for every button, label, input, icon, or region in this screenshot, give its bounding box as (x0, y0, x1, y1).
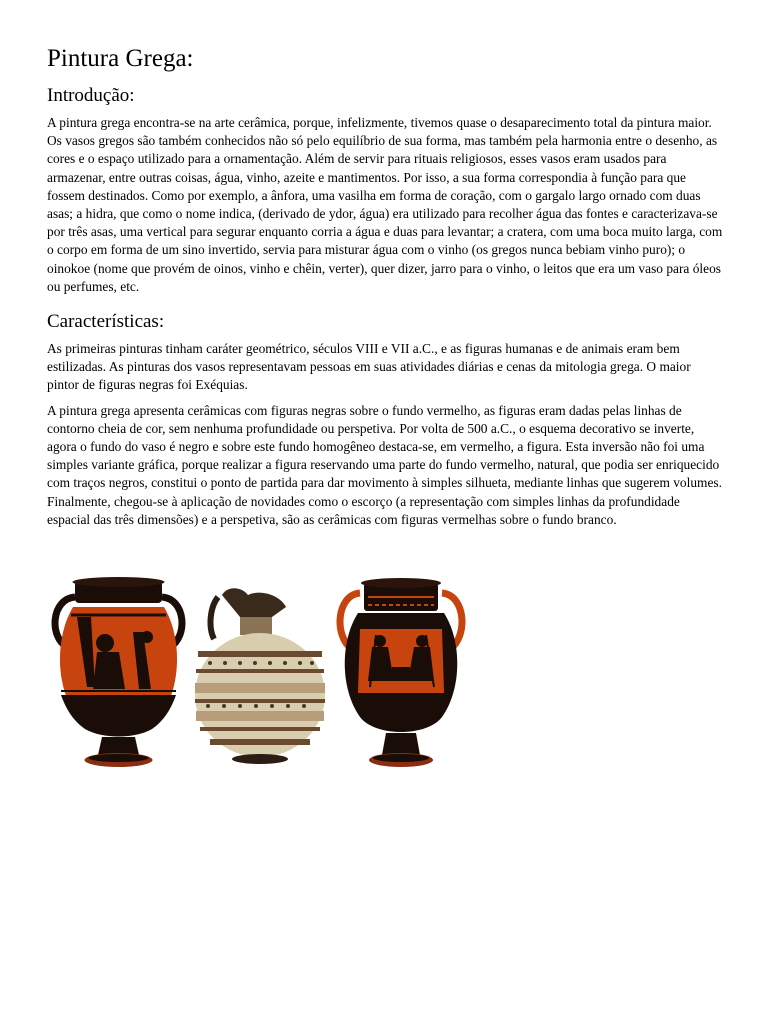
black-figure-amphora-image (47, 577, 190, 771)
page-title: Pintura Grega: (47, 45, 194, 72)
document-body (47, 44, 723, 536)
exekias-amphora-image (330, 577, 472, 771)
vase-images (47, 577, 472, 771)
geometric-oinochoe-image (190, 577, 330, 771)
section-heading-caracteristicas: Características: (47, 311, 165, 333)
section-heading-introducao: Introdução: (47, 85, 135, 106)
characteristics-paragraph-2: A pintura grega apresenta cerâmicas com figuras negras sobre o fundo vermelho, as figuras eram dadas pelas linhas de contorno cheia de cor, sem nenhuma profundidade ou perspetiva. Por volta de 500 a.C., o esquema decorativo se inverte, agora o fundo do vaso é negro e sobre este fundo homogêneo destaca-se, em vermelho, a figura. Esta inversão não foi uma simples variante gráfica, porque realizar a figura reservando uma parte do fundo vermelho, natural, que podia ser enriquecido com traços negros, constitui o ponto de partida para dar movimento à simples silhueta, mediante linhas que sugerem volumes. Finalmente, chegou-se à aplicação de novidades como o escorço (a representação com simples linhas da profundidade espacial das três dimensões) e a perspetiva, são as cerâmicas com figuras vermelhas sobre o fundo branco. (47, 402, 722, 527)
intro-paragraph: A pintura grega encontra-se na arte cerâmica, porque, infelizmente, tivemos quase o desaparecimento total da pintura maior. Os vasos gregos são também conhecidos não só pelo equilíbrio de sua forma, mas também pela harmonia entre o desenho, as cores e o espaço utilizado para a ornamentação. Além de servir para rituais religiosos, esses vasos eram usados para armazenar, entre outras coisas, água, vinho, azeite e mantimentos. Por isso, a sua forma correspondia à função para que fossem destinados. Como por exemplo, a ânfora, uma vasilha em forma de coração, com o gargalo largo ornado com duas asas; a hidra, que como o nome indica, (derivado de ydor, água) era utilizado para recolher água das fontes e caracterizava-se por três asas, uma vertical para segurar enquanto corria a água e duas para levantar; a cratera, com uma boca muito larga, com o corpo em forma de um sino invertido, servia para misturar água com o vinho (os gregos nunca bebiam vinho puro); o oinokoe (nome que provém de oinos, vinho e chêin, verter), quer dizer, jarro para o vinho, o leitos que era um vaso para óleos ou perfumes, etc. (47, 115, 723, 294)
characteristics-paragraph-1: As primeiras pinturas tinham caráter geométrico, séculos VIII e VII a.C., e as figuras humanas e de animais eram bem estilizadas. As pinturas dos vasos representavam pessoas em suas atividades diárias e cenas da mitologia grega. O maior pintor de figuras negras foi Exéquias. (47, 341, 691, 393)
